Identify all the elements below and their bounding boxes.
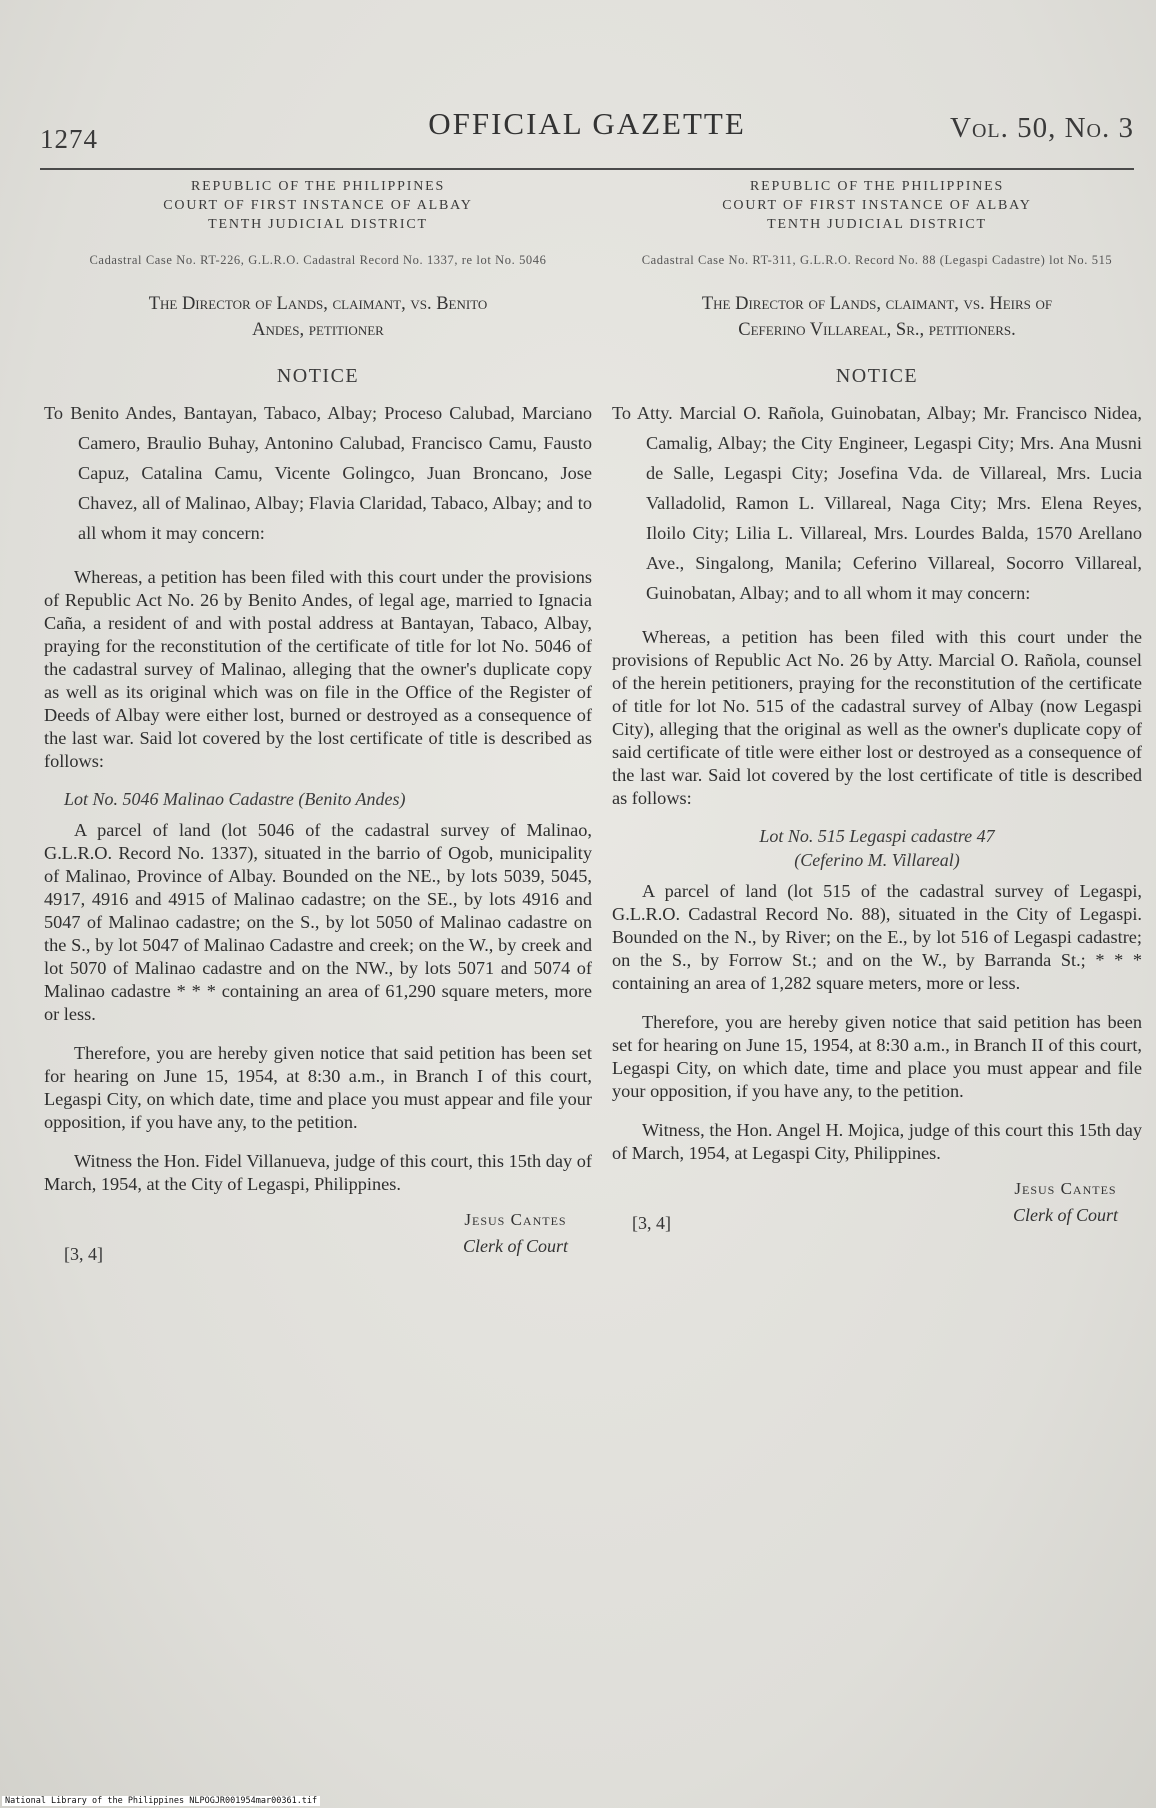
addressees: To Benito Andes, Bantayan, Tabaco, Albay; Proceso Calubad, Marciano Camero, Braulio Buhay, Antonino Calubad, Francisco Camu, Fausto Capuz, Catalina Camu, Vicente Golingco, Juan Broncano, Jose Chavez, all of Malinao, Albay; Flavia Claridad, Tabaco, Albay; and to all whom it may concern:: [44, 403, 592, 543]
notice-heading: NOTICE: [835, 365, 919, 387]
issue-reference: [3, 4]: [632, 1213, 671, 1234]
case-parties: [612, 291, 1142, 343]
issue-reference: [3, 4]: [64, 1244, 103, 1265]
lot-title-line: Lot No. 515 Legaspi cadastre 47: [759, 826, 995, 847]
parties-line: Ceferino Villareal, Sr., petitioners.: [738, 320, 1016, 340]
court-line: COURT OF FIRST INSTANCE OF ALBAY: [163, 198, 473, 213]
page-number: 1274: [40, 124, 98, 154]
signer-name: Jesus Cantes: [1014, 1179, 1117, 1199]
whereas-paragraph: Whereas, a petition has been filed with this court under the provisions of Republic Act No. 26 by Atty. Marcial O. Rañola, counsel of the herein petitioners, praying for the reconstitution of the certificate of title for lot No. 515 of the cadastral survey of Albay (now Legaspi City), alleging that the original as well as the owner's duplicate copy of said certificate of title were either lost or destroyed as a consequence of the last war. Said lot covered by the lost certificate of title is described as follows:: [612, 627, 1142, 809]
lot-title-line: (Ceferino M. Villareal): [794, 850, 960, 871]
signer-name: Jesus Cantes: [464, 1210, 567, 1230]
court-line: REPUBLIC OF THE PHILIPPINES: [190, 179, 446, 194]
addressees: To Atty. Marcial O. Rañola, Guinobatan, Albay; Mr. Francisco Nidea, Camalig, Albay; the City Engineer, Legaspi City; Mrs. Ana Musni de Salle, Legaspi City; Josefina Vda. de Villareal, Mrs. Lucia Valladolid, Ramon L. Villareal, Naga City; Mrs. Elena Reyes, Iloilo City; Lilia L. Villareal, Mrs. Lourdes Balda, 1570 Arellano Ave., Singalong, Manila; Ceferino Villareal, Socorro Villareal, Guinobatan, Albay; and to all whom it may concern:: [612, 403, 1142, 603]
lot-title: Lot No. 5046 Malinao Cadastre (Benito Andes): [64, 789, 406, 810]
parties-line: Andes, petitioner: [252, 320, 384, 340]
court-heading: [612, 177, 1142, 234]
volume-number: Vol. 50, No. 3: [950, 112, 1134, 144]
scan-credit: National Library of the Philippines NLPOGJR001954mar00361.tif: [2, 1796, 320, 1806]
right-notice: [612, 175, 1142, 1249]
signature-block: [612, 1179, 1142, 1249]
witness-paragraph: Witness, the Hon. Angel H. Mojica, judge of this court this 15th day of March, 1954, at Legaspi City, Philippines.: [612, 1120, 1142, 1164]
header-rule: [40, 168, 1134, 170]
notice-heading: NOTICE: [276, 365, 360, 387]
case-reference: Cadastral Case No. RT-226, G.L.R.O. Cadastral Record No. 1337, re lot No. 5046: [89, 253, 547, 267]
gazette-title: OFFICIAL GAZETTE: [428, 106, 746, 141]
hearing-paragraph: Therefore, you are hereby given notice that said petition has been set for hearing on June 15, 1954, at 8:30 a.m., in Branch I of this court, Legaspi City, on which date, time and place you must appear and file your opposition, if you have any, to the petition.: [44, 1043, 592, 1133]
signer: [1013, 1179, 1118, 1226]
page-header: [40, 88, 1134, 168]
case-reference: Cadastral Case No. RT-311, G.L.R.O. Record No. 88 (Legaspi Cadastre) lot No. 515: [641, 253, 1113, 267]
court-line: TENTH JUDICIAL DISTRICT: [767, 217, 987, 232]
lot-description: A parcel of land (lot 515 of the cadastral survey of Legaspi, G.L.R.O. Cadastral Record No. 88), situated in the City of Legaspi. Bounded on the N., by River; on the E., by lot 516 of Legaspi cadastre; on the S., by Forrow St.; and on the W., by Barranda St.; * * * containing an area of 1,282 square meters, more or less.: [612, 881, 1142, 994]
court-heading: [44, 177, 592, 234]
case-parties: [44, 291, 592, 343]
signer: [463, 1210, 568, 1257]
left-notice: [44, 175, 592, 1280]
parties-line: The Director of Lands, claimant, vs. Benito: [148, 294, 488, 314]
witness-paragraph: Witness the Hon. Fidel Villanueva, judge of this court, this 15th day of March, 1954, at the City of Legaspi, Philippines.: [44, 1151, 592, 1195]
court-line: COURT OF FIRST INSTANCE OF ALBAY: [722, 198, 1032, 213]
signer-title: Clerk of Court: [1012, 1205, 1118, 1226]
lot-description: A parcel of land (lot 5046 of the cadastral survey of Malinao, G.L.R.O. Record No. 1337), situated in the barrio of Ogob, municipality of Malinao, Province of Albay. Bounded on the NE., by lots 5039, 5045, 4917, 4916 and 4915 of Malinao cadastre; on the SE., by lots 4916 and 5047 of Malinao cadastre; on the S., by lot 5050 of Malinao cadastre on the S., by lot 5047 of Malinao Cadastre and creek; on the W., by creek and lot 5070 of Malinao cadastre and on the NW., by lots 5071 and 5074 of Malinao cadastre * * * containing an area of 61,290 square meters, more or less.: [44, 820, 592, 1025]
hearing-paragraph: Therefore, you are hereby given notice that said petition has been set for hearing on June 15, 1954, at 8:30 a.m., in Branch II of this court, Legaspi City, on which date, time and place you must appear and file your opposition, if you have any, to the petition.: [612, 1012, 1142, 1102]
signer-title: Clerk of Court: [462, 1236, 568, 1257]
lot-title: [612, 824, 1142, 872]
court-line: TENTH JUDICIAL DISTRICT: [208, 217, 428, 232]
whereas-paragraph: Whereas, a petition has been filed with this court under the provisions of Republic Act No. 26 by Benito Andes, of legal age, married to Ignacia Caña, a resident of and with postal address at Bantayan, Tabaco, Albay, praying for the reconstitution of the certificate of title for lot No. 5046 of the cadastral survey of Malinao, alleging that the owner's duplicate copy as well as its original which was on file in the Office of the Register of Deeds of Albay were either lost, burned or destroyed as a consequence of the last war. Said lot covered by the lost certificate of title is described as follows:: [44, 567, 592, 772]
signature-block: [44, 1210, 592, 1280]
court-line: REPUBLIC OF THE PHILIPPINES: [749, 179, 1005, 194]
parties-line: The Director of Lands, claimant, vs. Heirs of: [701, 294, 1053, 314]
